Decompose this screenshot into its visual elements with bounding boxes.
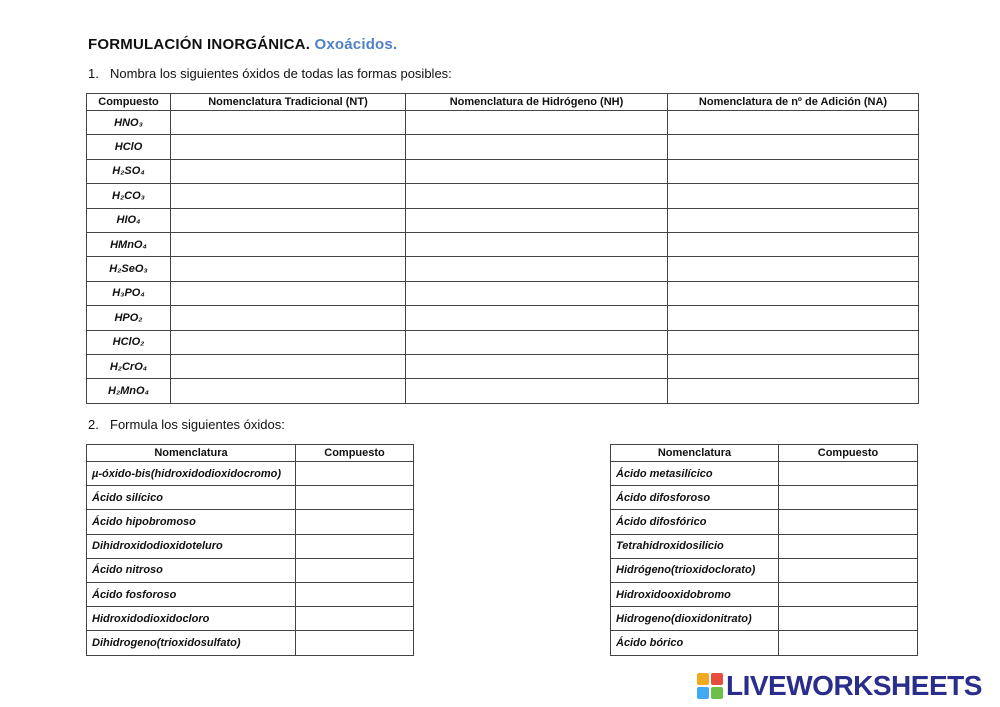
answer-cell[interactable]: [171, 135, 406, 159]
answer-cell[interactable]: [668, 184, 919, 208]
title-accent: Oxoácidos.: [314, 36, 398, 53]
table-row: [87, 534, 414, 558]
table-row: [611, 558, 918, 582]
answer-cell[interactable]: [668, 159, 919, 183]
formula-cell: H₂CrO₄: [87, 354, 171, 378]
name-cell: Ácido fosforoso: [87, 582, 296, 606]
answer-cell[interactable]: [668, 281, 919, 305]
table-row: [87, 184, 919, 208]
answer-cell[interactable]: [668, 379, 919, 403]
table-row: [87, 354, 919, 378]
name-cell: Ácido hipobromoso: [87, 510, 296, 534]
question-2-text: Formula los siguientes óxidos:: [110, 417, 285, 432]
answer-cell[interactable]: [296, 486, 414, 510]
answer-cell[interactable]: [779, 510, 918, 534]
liveworksheets-logo: [697, 671, 982, 701]
name-cell: Dihidroxidodioxidoteluro: [87, 534, 296, 558]
answer-cell[interactable]: [668, 257, 919, 281]
table-row: [87, 462, 414, 486]
answer-cell[interactable]: [296, 462, 414, 486]
answer-cell[interactable]: [171, 330, 406, 354]
table-row: [611, 462, 918, 486]
formula-cell: HNO₃: [87, 111, 171, 135]
name-cell: Tetrahidroxidosilicio: [611, 534, 779, 558]
answer-cell[interactable]: [406, 330, 668, 354]
table-row: [87, 379, 919, 403]
name-cell: Ácido metasilícico: [611, 462, 779, 486]
answer-cell[interactable]: [668, 330, 919, 354]
logo-blocks-icon: [697, 673, 723, 699]
answer-cell[interactable]: [171, 159, 406, 183]
col-header-nomenclatura: Nomenclatura: [87, 445, 296, 462]
answer-cell[interactable]: [406, 379, 668, 403]
answer-cell[interactable]: [406, 257, 668, 281]
answer-cell[interactable]: [296, 607, 414, 631]
formula-cell: HClO: [87, 135, 171, 159]
name-cell: Hidrogeno(dioxidonitrato): [611, 607, 779, 631]
table-row: [87, 159, 919, 183]
answer-cell[interactable]: [779, 607, 918, 631]
table-row: [87, 306, 919, 330]
title-main: FORMULACIÓN INORGÁNICA.: [88, 36, 311, 53]
answer-cell[interactable]: [171, 306, 406, 330]
col-header-na: Nomenclatura de nº de Adición (NA): [668, 94, 919, 111]
answer-cell[interactable]: [779, 631, 918, 655]
formula-cell: H₃PO₄: [87, 281, 171, 305]
name-cell: Ácido bórico: [611, 631, 779, 655]
answer-cell[interactable]: [296, 558, 414, 582]
name-cell: Hidroxidooxidobromo: [611, 582, 779, 606]
answer-cell[interactable]: [668, 111, 919, 135]
question-1-text: Nombra los siguientes óxidos de todas las formas posibles:: [110, 66, 452, 81]
table-row: [87, 631, 414, 655]
formula-cell: H₂CO₃: [87, 184, 171, 208]
answer-cell[interactable]: [779, 534, 918, 558]
col-header-nt: Nomenclatura Tradicional (NT): [171, 94, 406, 111]
table-row: [87, 257, 919, 281]
col-header-compuesto: Compuesto: [87, 94, 171, 111]
name-cell: Ácido difosforoso: [611, 486, 779, 510]
name-cell: Ácido difosfórico: [611, 510, 779, 534]
table-row: [87, 510, 414, 534]
table-row: [87, 232, 919, 256]
question-2-number: 2.: [88, 417, 99, 432]
name-cell: Ácido silícico: [87, 486, 296, 510]
table-header-row: [87, 445, 414, 462]
answer-cell[interactable]: [171, 281, 406, 305]
answer-cell[interactable]: [171, 379, 406, 403]
table-row: [611, 486, 918, 510]
formula-cell: H₂SO₄: [87, 159, 171, 183]
name-cell: Ácido nitroso: [87, 558, 296, 582]
table-row: [87, 582, 414, 606]
answer-cell[interactable]: [406, 111, 668, 135]
table-row: [87, 558, 414, 582]
table-row: [611, 510, 918, 534]
formula-cell: HMnO₄: [87, 232, 171, 256]
col-header-compuesto: Compuesto: [296, 445, 414, 462]
name-cell: Hidrógeno(trioxidoclorato): [611, 558, 779, 582]
formula-table-right: [610, 444, 918, 656]
answer-cell[interactable]: [406, 208, 668, 232]
table-row: [87, 208, 919, 232]
answer-cell[interactable]: [406, 135, 668, 159]
formula-table-left: [86, 444, 414, 656]
name-cell: Dihidrogeno(trioxidosulfato): [87, 631, 296, 655]
answer-cell[interactable]: [406, 354, 668, 378]
table-row: [87, 135, 919, 159]
answer-cell[interactable]: [171, 184, 406, 208]
table-header-row: [87, 94, 919, 111]
answer-cell[interactable]: [668, 232, 919, 256]
answer-cell[interactable]: [296, 582, 414, 606]
answer-cell[interactable]: [171, 232, 406, 256]
question-1: [88, 66, 452, 81]
name-cell: µ-óxido-bis(hidroxidodioxidocromo): [87, 462, 296, 486]
formula-cell: HPO₂: [87, 306, 171, 330]
formula-cell: H₂SeO₃: [87, 257, 171, 281]
answer-cell[interactable]: [779, 558, 918, 582]
table-row: [87, 486, 414, 510]
page-title: [88, 36, 397, 53]
answer-cell[interactable]: [668, 354, 919, 378]
answer-cell[interactable]: [668, 306, 919, 330]
table-row: [87, 607, 414, 631]
col-header-nomenclatura: Nomenclatura: [611, 445, 779, 462]
table-row: [611, 607, 918, 631]
answer-cell[interactable]: [296, 631, 414, 655]
answer-cell[interactable]: [296, 534, 414, 558]
answer-cell[interactable]: [668, 208, 919, 232]
table-row: [611, 582, 918, 606]
question-2: [88, 417, 285, 432]
answer-cell[interactable]: [296, 510, 414, 534]
table-row: [611, 534, 918, 558]
answer-cell[interactable]: [406, 184, 668, 208]
table-row: [611, 631, 918, 655]
answer-cell[interactable]: [171, 257, 406, 281]
answer-cell[interactable]: [779, 462, 918, 486]
answer-cell[interactable]: [668, 135, 919, 159]
oxoacids-naming-table: [86, 93, 919, 404]
logo-text: LIVEWORKSHEETS: [726, 670, 982, 701]
answer-cell[interactable]: [406, 159, 668, 183]
col-header-compuesto: Compuesto: [779, 445, 918, 462]
formula-cell: H₂MnO₄: [87, 379, 171, 403]
answer-cell[interactable]: [171, 111, 406, 135]
table-row: [87, 281, 919, 305]
formula-cell: HClO₂: [87, 330, 171, 354]
question-1-number: 1.: [88, 66, 99, 81]
answer-cell[interactable]: [406, 306, 668, 330]
answer-cell[interactable]: [406, 281, 668, 305]
answer-cell[interactable]: [779, 486, 918, 510]
name-cell: Hidroxidodioxidocloro: [87, 607, 296, 631]
answer-cell[interactable]: [171, 208, 406, 232]
table-row: [87, 111, 919, 135]
table-row: [87, 330, 919, 354]
answer-cell[interactable]: [406, 232, 668, 256]
answer-cell[interactable]: [779, 582, 918, 606]
col-header-nh: Nomenclatura de Hidrógeno (NH): [406, 94, 668, 111]
table-header-row: [611, 445, 918, 462]
formula-cell: HIO₄: [87, 208, 171, 232]
answer-cell[interactable]: [171, 354, 406, 378]
